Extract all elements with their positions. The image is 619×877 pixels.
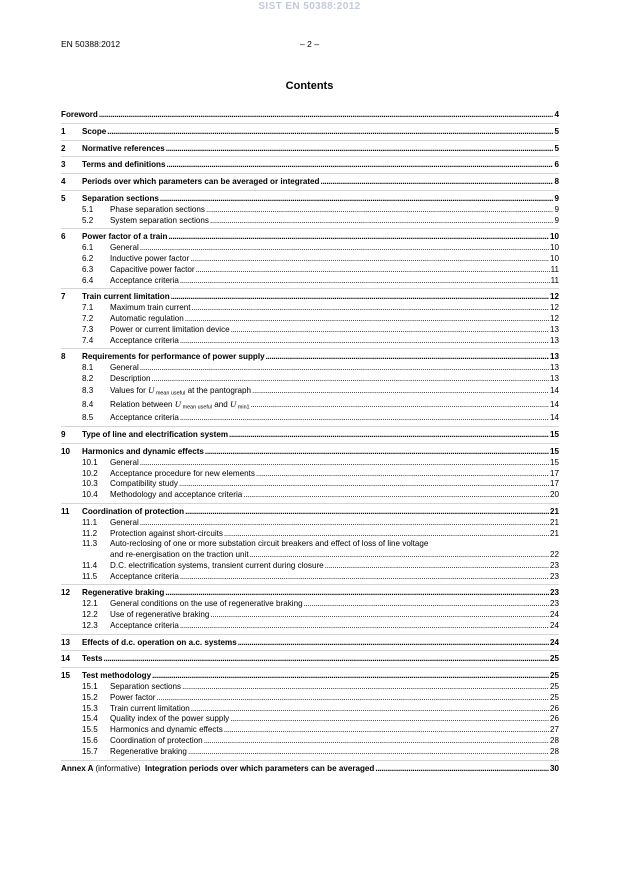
toc-entry-number: 6	[61, 232, 66, 242]
dot-leader	[266, 352, 549, 363]
toc-entry-subsection-8-3[interactable]	[61, 385, 559, 399]
dot-leader	[140, 243, 549, 254]
toc-entry-page: 13	[549, 373, 559, 383]
dot-leader	[182, 682, 549, 693]
toc-entry-subsection-7-1[interactable]	[61, 303, 559, 314]
toc-entry-subsection-11-4[interactable]	[61, 561, 559, 572]
toc-entry-number: 1	[61, 126, 66, 136]
dot-leader	[104, 654, 549, 665]
toc-entry-page: 25	[549, 671, 559, 681]
toc-entry-page: 14	[549, 413, 559, 423]
toc-entry-subsection-15-4[interactable]	[61, 714, 559, 725]
toc-entry-title: System separation sections	[110, 215, 209, 225]
watermark: SIST EN 50388:2012	[258, 1, 361, 12]
toc-entry-number: 5	[61, 193, 66, 203]
toc-entry-page: 6	[554, 160, 559, 170]
dot-leader	[206, 205, 554, 216]
dot-leader	[140, 518, 549, 529]
dot-leader	[321, 177, 554, 188]
toc-entry-subsection-11-3-continued[interactable]	[61, 550, 559, 561]
toc-entry-title: Harmonics and dynamic effects	[110, 725, 223, 735]
toc-entry-section-3[interactable]	[61, 160, 559, 171]
toc-entry-number: 15.4	[82, 714, 98, 724]
toc-entry-page: 26	[549, 703, 559, 713]
toc-entry-number: 2	[61, 143, 66, 153]
toc-entry-number: 10.2	[82, 468, 98, 478]
toc-entry-subsection-15-3[interactable]	[61, 704, 559, 715]
toc-entry-page: 26	[549, 714, 559, 724]
toc-entry-page: 25	[549, 692, 559, 702]
toc-entry-subsection-7-3[interactable]	[61, 325, 559, 336]
toc-entry-subsection-6-4[interactable]	[61, 276, 559, 287]
toc-entry-title: Train current limitation	[110, 703, 190, 713]
toc-entry-title: Power or current limitation device	[110, 324, 230, 334]
dot-leader	[224, 725, 549, 736]
dot-leader	[166, 144, 554, 155]
toc-sections	[61, 127, 559, 761]
toc-entry-page: 10	[549, 243, 559, 253]
toc-entry-title: Quality index of the power supply	[110, 714, 230, 724]
toc-entry-subsection-8-1[interactable]	[61, 363, 559, 374]
dot-leader	[231, 325, 549, 336]
toc-entry-section-14[interactable]	[61, 654, 559, 665]
toc-entry-page: 30	[549, 763, 559, 773]
toc-entry-number: 8.2	[82, 373, 94, 383]
toc-entry-number: 5.2	[82, 215, 94, 225]
toc-entry-title: General	[110, 363, 139, 373]
toc-entry-page: 20	[549, 490, 559, 500]
toc-entry-number: 4	[61, 177, 66, 187]
toc-entry-page: 28	[549, 736, 559, 746]
toc-entry-subsection-8-2[interactable]	[61, 374, 559, 385]
toc-entry-title: General	[110, 243, 139, 253]
dot-leader	[256, 469, 549, 480]
math-subscript: mean useful	[182, 404, 213, 411]
toc-entry-number: 11.5	[82, 571, 98, 581]
dot-leader	[185, 314, 549, 325]
toc-entry-number: 7.1	[82, 303, 94, 313]
toc-entry-number: 6.2	[82, 253, 94, 263]
toc-entry-page: 9	[554, 193, 559, 203]
toc-entry-number: 11.1	[82, 517, 98, 527]
toc-entry-title: Effects of d.c. operation on a.c. systems	[82, 637, 237, 647]
divider	[61, 503, 559, 504]
toc-entry-number: 10.3	[82, 479, 98, 489]
dot-leader	[185, 507, 549, 518]
toc-entry-subsection-15-2[interactable]	[61, 693, 559, 704]
toc-entry-title: Train current limitation	[82, 292, 170, 302]
dot-leader	[180, 276, 550, 287]
toc-entry-page: 13	[549, 324, 559, 334]
toc-entry-page: 15	[549, 446, 559, 456]
divider	[61, 584, 559, 585]
toc-entry-title: Requirements for performance of power supply	[82, 352, 265, 362]
toc-entry-title: Methodology and acceptance criteria	[110, 490, 243, 500]
toc-entry-number: 3	[61, 160, 66, 170]
dot-leader	[165, 588, 549, 599]
toc-entry-section-15[interactable]	[61, 671, 559, 682]
dot-leader	[180, 621, 549, 632]
toc-entry-subsection-15-1[interactable]	[61, 682, 559, 693]
toc-entry-number: 8.5	[82, 413, 94, 423]
toc-entry-page: 21	[549, 517, 559, 527]
toc-entry-number: 12.3	[82, 620, 98, 630]
dot-leader	[160, 194, 554, 205]
toc-entry-page: 28	[549, 746, 559, 756]
toc-entry-page: 14	[549, 385, 559, 395]
toc-entry-page: 23	[549, 588, 559, 598]
toc-entry-foreword[interactable]	[61, 110, 559, 121]
toc-entry-title: Scope	[82, 126, 107, 136]
toc-entry-title: Description	[110, 373, 151, 383]
toc-entry-page: 15	[549, 457, 559, 467]
toc-entry-title	[110, 399, 250, 413]
dot-leader	[252, 386, 549, 397]
toc-entry-section-6[interactable]	[61, 232, 559, 243]
toc-entry-number: 8.3	[82, 385, 94, 395]
dot-leader	[188, 747, 549, 758]
toc-entry-subsection-10-3[interactable]	[61, 479, 559, 490]
toc-entry-number: 12	[61, 588, 71, 598]
toc-entry-subsection-7-2[interactable]	[61, 314, 559, 325]
toc-entry-subsection-11-3[interactable]	[61, 539, 559, 550]
dot-leader	[140, 363, 549, 374]
toc-entry-number: 6.4	[82, 275, 94, 285]
dot-leader	[196, 265, 550, 276]
dot-leader	[152, 374, 549, 385]
toc-entry-number: 8.1	[82, 363, 94, 373]
toc-entry-section-2[interactable]	[61, 144, 559, 155]
dot-leader	[180, 336, 549, 347]
dot-leader	[210, 216, 554, 227]
divider	[61, 426, 559, 427]
math-subscript: mean useful	[155, 390, 186, 397]
toc-entry-page: 23	[549, 599, 559, 609]
toc-entry-title: Separation sections	[82, 193, 159, 203]
toc-entry-page: 11	[550, 275, 559, 285]
toc-entry-section-4[interactable]	[61, 177, 559, 188]
divider	[61, 667, 559, 668]
toc-entry-page: 12	[549, 313, 559, 323]
math-variable: U	[230, 399, 237, 410]
toc-entry-title: Terms and definitions	[82, 160, 166, 170]
toc-entry-title: Phase separation sections	[110, 204, 205, 214]
toc-entry-subsection-6-3[interactable]	[61, 265, 559, 276]
divider	[61, 140, 559, 141]
toc-entry-subsection-15-5[interactable]	[61, 725, 559, 736]
toc-entry-number: 15.3	[82, 703, 98, 713]
toc-entry-page: 12	[549, 303, 559, 313]
dot-leader	[204, 736, 549, 747]
toc-entry-subsection-12-3[interactable]	[61, 621, 559, 632]
toc-entry-page: 9	[554, 215, 559, 225]
toc-entry-annex-a[interactable]	[61, 764, 559, 775]
math-symbol	[230, 400, 250, 409]
dot-leader	[168, 232, 549, 243]
toc-entry-subsection-5-1[interactable]	[61, 205, 559, 216]
toc-entry-page: 15	[549, 430, 559, 440]
toc-entry-title	[110, 385, 251, 399]
toc-entry-number: 15.2	[82, 692, 98, 702]
toc-entry-title: Normative references	[82, 143, 165, 153]
toc-entry-number: 5.1	[82, 204, 94, 214]
toc-entry-section-10[interactable]	[61, 447, 559, 458]
toc-entry-title-continued: and re-energisation on the traction unit	[110, 550, 249, 560]
toc-entry-subsection-7-4[interactable]	[61, 336, 559, 347]
math-symbol	[175, 400, 212, 409]
toc-entry-page: 11	[550, 264, 559, 274]
divider	[61, 288, 559, 289]
dot-leader	[190, 254, 549, 265]
divider	[61, 443, 559, 444]
table-of-contents	[61, 110, 559, 774]
toc-entry-subsection-12-1[interactable]	[61, 599, 559, 610]
toc-entry-subsection-8-4[interactable]	[61, 399, 559, 413]
toc-entry-title: Coordination of protection	[82, 506, 185, 516]
toc-entry-section-13[interactable]	[61, 638, 559, 649]
toc-entry-number: 9	[61, 430, 66, 440]
toc-entry-page: 23	[549, 571, 559, 581]
toc-entry-title: Acceptance criteria	[110, 335, 179, 345]
toc-entry-page: 25	[549, 682, 559, 692]
toc-entry-title: Test methodology	[82, 671, 152, 681]
toc-entry-page: 12	[549, 292, 559, 302]
dot-leader	[156, 693, 549, 704]
toc-entry-title: Maximum train current	[110, 303, 191, 313]
dot-leader	[238, 638, 549, 649]
divider	[61, 650, 559, 651]
title-text: Relation between	[110, 400, 173, 410]
toc-entry-number: 8.4	[82, 400, 94, 410]
toc-entry-title: Regenerative braking	[110, 746, 187, 756]
title-text: at the pantograph	[187, 385, 252, 395]
toc-entry-section-8[interactable]	[61, 352, 559, 363]
toc-entry-number: 10.4	[82, 490, 98, 500]
toc-entry-title: General	[110, 517, 139, 527]
toc-entry-title: Acceptance criteria	[110, 413, 179, 423]
toc-entry-subsection-6-2[interactable]	[61, 254, 559, 265]
toc-entry-number: 10.1	[82, 457, 98, 467]
toc-entry-title: Capacitive power factor	[110, 264, 195, 274]
toc-entry-page: 22	[549, 550, 559, 560]
dot-leader	[243, 490, 549, 501]
toc-entry-page: 10	[549, 253, 559, 263]
toc-entry-page: 13	[549, 352, 559, 362]
toc-entry-title: Tests	[82, 654, 103, 664]
toc-entry-title: Compatibility study	[110, 479, 178, 489]
toc-entry-page: 13	[549, 335, 559, 345]
toc-entry-subsection-10-1[interactable]	[61, 458, 559, 469]
divider	[61, 156, 559, 157]
dot-leader	[250, 550, 549, 561]
math-symbol	[148, 386, 185, 395]
toc-entry-title: Acceptance criteria	[110, 571, 179, 581]
toc-entry-title: General	[110, 457, 139, 467]
toc-entry-title: Regenerative braking	[82, 588, 165, 598]
toc-entry-title: General conditions on the use of regenerative braking	[110, 599, 303, 609]
toc-entry-page: 24	[549, 610, 559, 620]
toc-entry-title: D.C. electrification systems, transient current during closure	[110, 560, 324, 570]
dot-leader	[171, 292, 549, 303]
toc-entry-number: 7.4	[82, 335, 94, 345]
toc-entry-title: Coordination of protection	[110, 736, 203, 746]
toc-entry-title: Power factor of a train	[82, 232, 168, 242]
dot-leader	[304, 599, 549, 610]
toc-entry-subsection-11-2[interactable]	[61, 529, 559, 540]
toc-entry-number: 15.6	[82, 736, 98, 746]
toc-entry-page: 24	[549, 620, 559, 630]
toc-entry-page: 10	[549, 232, 559, 242]
toc-entry-section-11[interactable]	[61, 507, 559, 518]
toc-entry-subsection-10-4[interactable]	[61, 490, 559, 501]
divider	[61, 348, 559, 349]
toc-entry-number: 10	[61, 446, 71, 456]
title-text: and	[214, 400, 228, 410]
toc-entry-title: Foreword	[61, 110, 98, 119]
toc-entry-subsection-12-2[interactable]	[61, 610, 559, 621]
toc-entry-page: 17	[549, 468, 559, 478]
toc-entry-subsection-5-2[interactable]	[61, 216, 559, 227]
toc-entry-subsection-11-5[interactable]	[61, 572, 559, 583]
toc-entry-page: 21	[549, 506, 559, 516]
toc-entry-page: 5	[554, 126, 559, 136]
toc-entry-number: 11.2	[82, 528, 98, 538]
toc-entry-section-7[interactable]	[61, 292, 559, 303]
dot-leader	[140, 458, 549, 469]
toc-entry-number: 6.1	[82, 243, 94, 253]
toc-entry-number: 7.3	[82, 324, 94, 334]
dot-leader	[205, 447, 549, 458]
divider	[61, 123, 559, 124]
toc-entry-title: Protection against short-circuits	[110, 528, 223, 538]
toc-entry-section-1[interactable]	[61, 127, 559, 138]
toc-entry-page: 14	[549, 400, 559, 410]
divider	[61, 634, 559, 635]
toc-entry-page: 24	[549, 637, 559, 647]
toc-entry-page: 5	[554, 143, 559, 153]
title-text: Values for	[110, 385, 146, 395]
dot-leader	[167, 160, 554, 171]
toc-entry-page: 4	[554, 110, 559, 119]
dot-leader	[229, 430, 549, 441]
toc-entry-page: 17	[549, 479, 559, 489]
divider	[61, 228, 559, 229]
toc-entry-subsection-15-6[interactable]	[61, 736, 559, 747]
toc-entry-number: 12.1	[82, 599, 98, 609]
dot-leader	[325, 561, 549, 572]
dot-leader	[210, 610, 549, 621]
page-number: – 2 –	[300, 39, 319, 49]
toc-entry-title: Inductive power factor	[110, 253, 190, 263]
dot-leader	[180, 572, 549, 583]
toc-entry-number: 15.1	[82, 682, 98, 692]
dot-leader	[107, 127, 553, 138]
toc-entry-title: Auto-reclosing of one or more substation circuit breakers and effect of loss of line voltage	[110, 539, 429, 549]
toc-entry-title: Acceptance criteria	[110, 620, 179, 630]
toc-entry-page: 21	[549, 528, 559, 538]
toc-entry-number: 15.5	[82, 725, 98, 735]
dot-leader	[180, 413, 549, 424]
dot-leader	[191, 704, 549, 715]
toc-entry-page: 27	[549, 725, 559, 735]
toc-entry-page: 9	[554, 204, 559, 214]
toc-entry-page: 13	[549, 363, 559, 373]
toc-entry-title: Harmonics and dynamic effects	[82, 446, 204, 456]
divider	[61, 760, 559, 761]
toc-entry-title: Annex A (informative) Integration periods over which parameters can be averaged	[61, 763, 375, 773]
math-variable: U	[174, 399, 182, 410]
toc-entry-title: Type of line and electrification system	[82, 430, 229, 440]
dot-leader	[375, 764, 549, 775]
toc-entry-subsection-11-1[interactable]	[61, 518, 559, 529]
toc-entry-subsection-15-7[interactable]	[61, 747, 559, 758]
dot-leader	[99, 110, 554, 121]
toc-entry-number: 7.2	[82, 313, 94, 323]
contents-heading: Contents	[285, 80, 334, 92]
toc-entry-title: Acceptance procedure for new elements	[110, 468, 255, 478]
toc-entry-title: Power factor	[110, 692, 156, 702]
toc-entry-number: 8	[61, 352, 66, 362]
toc-entry-subsection-6-1[interactable]	[61, 243, 559, 254]
divider	[61, 190, 559, 191]
toc-entry-number: 6.3	[82, 264, 94, 274]
divider	[61, 173, 559, 174]
toc-entry-page: 23	[549, 560, 559, 570]
math-variable: U	[148, 384, 155, 395]
toc-entry-number: 15	[61, 671, 71, 681]
dot-leader	[179, 479, 549, 490]
dot-leader	[192, 303, 549, 314]
toc-entry-page: 8	[554, 177, 559, 187]
toc-entry-title: Use of regenerative braking	[110, 610, 210, 620]
document-id: EN 50388:2012	[61, 39, 121, 49]
toc-entry-title: Separation sections	[110, 682, 182, 692]
math-subscript: min1	[237, 404, 250, 411]
dot-leader	[251, 400, 549, 411]
toc-entry-title: Acceptance criteria	[110, 275, 179, 285]
toc-entry-page: 25	[549, 654, 559, 664]
toc-entry-number: 11	[61, 506, 70, 516]
dot-leader	[152, 671, 549, 682]
toc-entry-section-12[interactable]	[61, 588, 559, 599]
toc-entry-number: 12.2	[82, 610, 98, 620]
toc-entry-number: 14	[61, 654, 71, 664]
dot-leader	[224, 529, 549, 540]
toc-entry-number: 13	[61, 637, 71, 647]
toc-entry-number: 11.3	[82, 539, 98, 549]
toc-entry-section-9[interactable]	[61, 430, 559, 441]
toc-entry-number: 11.4	[82, 560, 98, 570]
toc-entry-title: Automatic regulation	[110, 313, 184, 323]
dot-leader	[230, 714, 549, 725]
toc-entry-title: Periods over which parameters can be averaged or integrated	[82, 177, 320, 187]
toc-entry-number: 7	[61, 292, 66, 302]
toc-entry-subsection-10-2[interactable]	[61, 469, 559, 480]
toc-entry-section-5[interactable]	[61, 194, 559, 205]
toc-entry-subsection-8-5[interactable]	[61, 413, 559, 424]
toc-entry-number: 15.7	[82, 746, 98, 756]
